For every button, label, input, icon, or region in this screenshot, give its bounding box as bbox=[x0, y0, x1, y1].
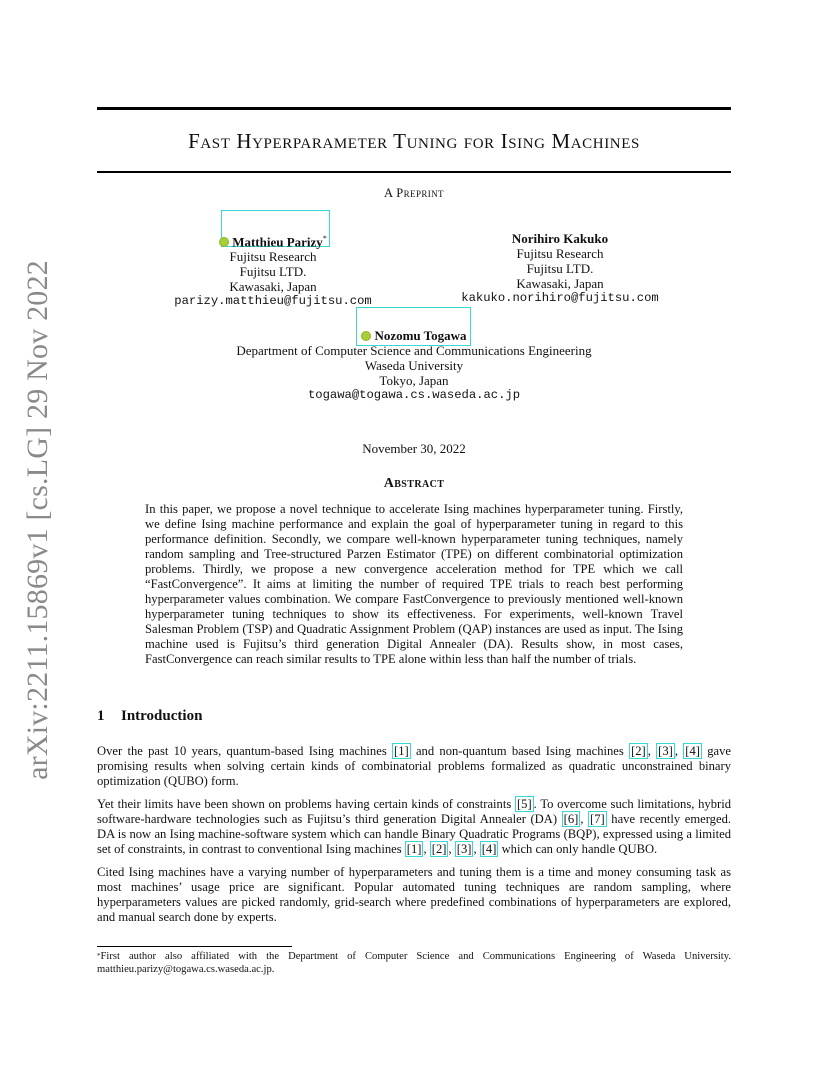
citation-link[interactable]: [2] bbox=[431, 842, 447, 856]
paper-title: Fast Hyperparameter Tuning for Ising Machines bbox=[188, 129, 640, 153]
affiliation-line: Department of Computer Science and Communications Engineering bbox=[236, 343, 592, 358]
text-run: , bbox=[674, 744, 684, 758]
text-run: , bbox=[580, 812, 589, 826]
text-run: and non-quantum based Ising machines bbox=[410, 744, 630, 758]
text-run: Over the past 10 years, quantum-based Ising machines bbox=[97, 744, 392, 758]
publication-date: November 30, 2022 bbox=[362, 441, 466, 456]
text-run: Yet their limits have been shown on problems having certain kinds of constraints bbox=[97, 797, 515, 811]
section-title: Introduction bbox=[121, 708, 203, 724]
affiliation-line: Tokyo, Japan bbox=[379, 373, 449, 388]
citation-link[interactable]: [2] bbox=[631, 744, 646, 758]
text-run: , bbox=[473, 842, 480, 856]
section-heading bbox=[97, 708, 202, 725]
paragraph: Cited Ising machines have a varying number of hyperparameters and tuning them is a time and money consuming task as most machines’ usage price are significant. Popular automated tuning techniques are random sampling, where hyperparameters values are picked randomly, grid-search where predefined combinations of hyperparameters are explored, and manual search done by experts. bbox=[97, 865, 731, 924]
author-block bbox=[164, 328, 664, 403]
citation-link[interactable]: [4] bbox=[685, 744, 700, 758]
citation-link[interactable]: [1] bbox=[406, 842, 422, 856]
author-email[interactable]: togawa@togawa.cs.waseda.ac.jp bbox=[307, 388, 521, 402]
footnote-text: First author also affiliated with the Department of Computer Science and Communications Engineering of Waseda University. matthieu.parizy@togawa.cs.waseda.ac.jp. bbox=[97, 951, 731, 975]
arxiv-stamp: arXiv:2211.15869v1 [cs.LG] 29 Nov 2022 bbox=[21, 260, 54, 780]
footnote-rule bbox=[97, 946, 292, 947]
affiliation-line: Fujitsu LTD. bbox=[526, 261, 594, 276]
author-block bbox=[163, 231, 383, 309]
affiliation-line: Kawasaki, Japan bbox=[516, 276, 604, 291]
author-email[interactable]: kakuko.norihiro@fujitsu.com bbox=[461, 291, 659, 305]
text-run: , bbox=[647, 744, 657, 758]
text-run: , bbox=[448, 842, 455, 856]
citation-link[interactable]: [5] bbox=[516, 797, 532, 811]
citation-link[interactable]: [3] bbox=[658, 744, 673, 758]
affiliation-line: Fujitsu Research bbox=[229, 249, 317, 265]
text-run: . To overcome such limitations, hybrid software-hardware technologies such as Fujitsu’s third generation Digital Annealer (DA) bbox=[97, 797, 731, 826]
abstract-text: In this paper, we propose a novel technique to accelerate Ising machines hyperparameter tuning. Firstly, we define Ising machine performance and explain the goal of hyperparameter tuning in regard to this performance definition. Secondly, we compare well-known hyperparameter tuning techniques, namely random sampling and Tree-structured Parzen Estimator (TPE) on different combinatorial optimization problems. Thirdly, we propose a new convergence acceleration method for TPE which we call “FastConvergence”. It aims at limiting the number of required TPE trials to reach best performing hyperparameter values combination. We compare FastConvergence to previously mentioned well-known hyperparameter tuning techniques to show its effectiveness. For experiments, well-known Travel Salesman Problem (TSP) and Quadratic Assignment Problem (QAP) instances are used as input. The Ising machine used is Fujitsu’s third generation Digital Annealer (DA). Results show, in most cases, FastConvergence can reach similar results to TPE alone within less than half the number of trials. bbox=[145, 502, 683, 666]
affiliation-line: Fujitsu Research bbox=[516, 246, 604, 261]
citation-link[interactable]: [4] bbox=[481, 842, 497, 856]
paragraph bbox=[97, 797, 731, 857]
top-rule bbox=[97, 107, 731, 110]
orcid-icon[interactable] bbox=[219, 237, 229, 247]
footnote bbox=[97, 950, 731, 976]
author-block bbox=[440, 231, 680, 306]
author-name[interactable]: Nozomu Togawa bbox=[374, 328, 467, 343]
author-name[interactable]: Matthieu Parizy bbox=[232, 234, 323, 250]
text-run: have recently emerged. DA is now an Ising machine-software system which can handle Binary Quadratic Programs (BQP), expressed using a limited set of constraints, in contrast to conventional Ising machines bbox=[97, 812, 732, 856]
section-number: 1 bbox=[97, 708, 105, 724]
orcid-icon[interactable] bbox=[361, 331, 371, 341]
citation-link[interactable]: [6] bbox=[563, 812, 579, 826]
paragraph bbox=[97, 744, 731, 789]
citation-link[interactable]: [3] bbox=[456, 842, 472, 856]
author-name: Norihiro Kakuko bbox=[511, 231, 609, 246]
affiliation-line: Fujitsu LTD. bbox=[239, 264, 307, 280]
citation-link[interactable]: [7] bbox=[590, 812, 605, 826]
footnote-marker[interactable]: * bbox=[322, 234, 327, 243]
citation-link[interactable]: [1] bbox=[394, 744, 409, 758]
text-run: which can only handle QUBO. bbox=[498, 842, 658, 856]
affiliation-line: Kawasaki, Japan bbox=[229, 279, 317, 295]
abstract-heading: Abstract bbox=[383, 476, 445, 491]
text-run: gave promising results when solving certain kinds of combinatorial problems formalized as quadratic unconstrained binary optimization (QUBO) form. bbox=[97, 744, 732, 788]
preprint-label: A Preprint bbox=[384, 186, 444, 200]
affiliation-line: Waseda University bbox=[364, 358, 464, 373]
author-email[interactable]: parizy.matthieu@fujitsu.com bbox=[174, 294, 372, 309]
body-text bbox=[97, 744, 731, 933]
footnote-marker: * bbox=[97, 952, 101, 960]
text-run: , bbox=[423, 842, 430, 856]
title-rule bbox=[97, 171, 731, 173]
